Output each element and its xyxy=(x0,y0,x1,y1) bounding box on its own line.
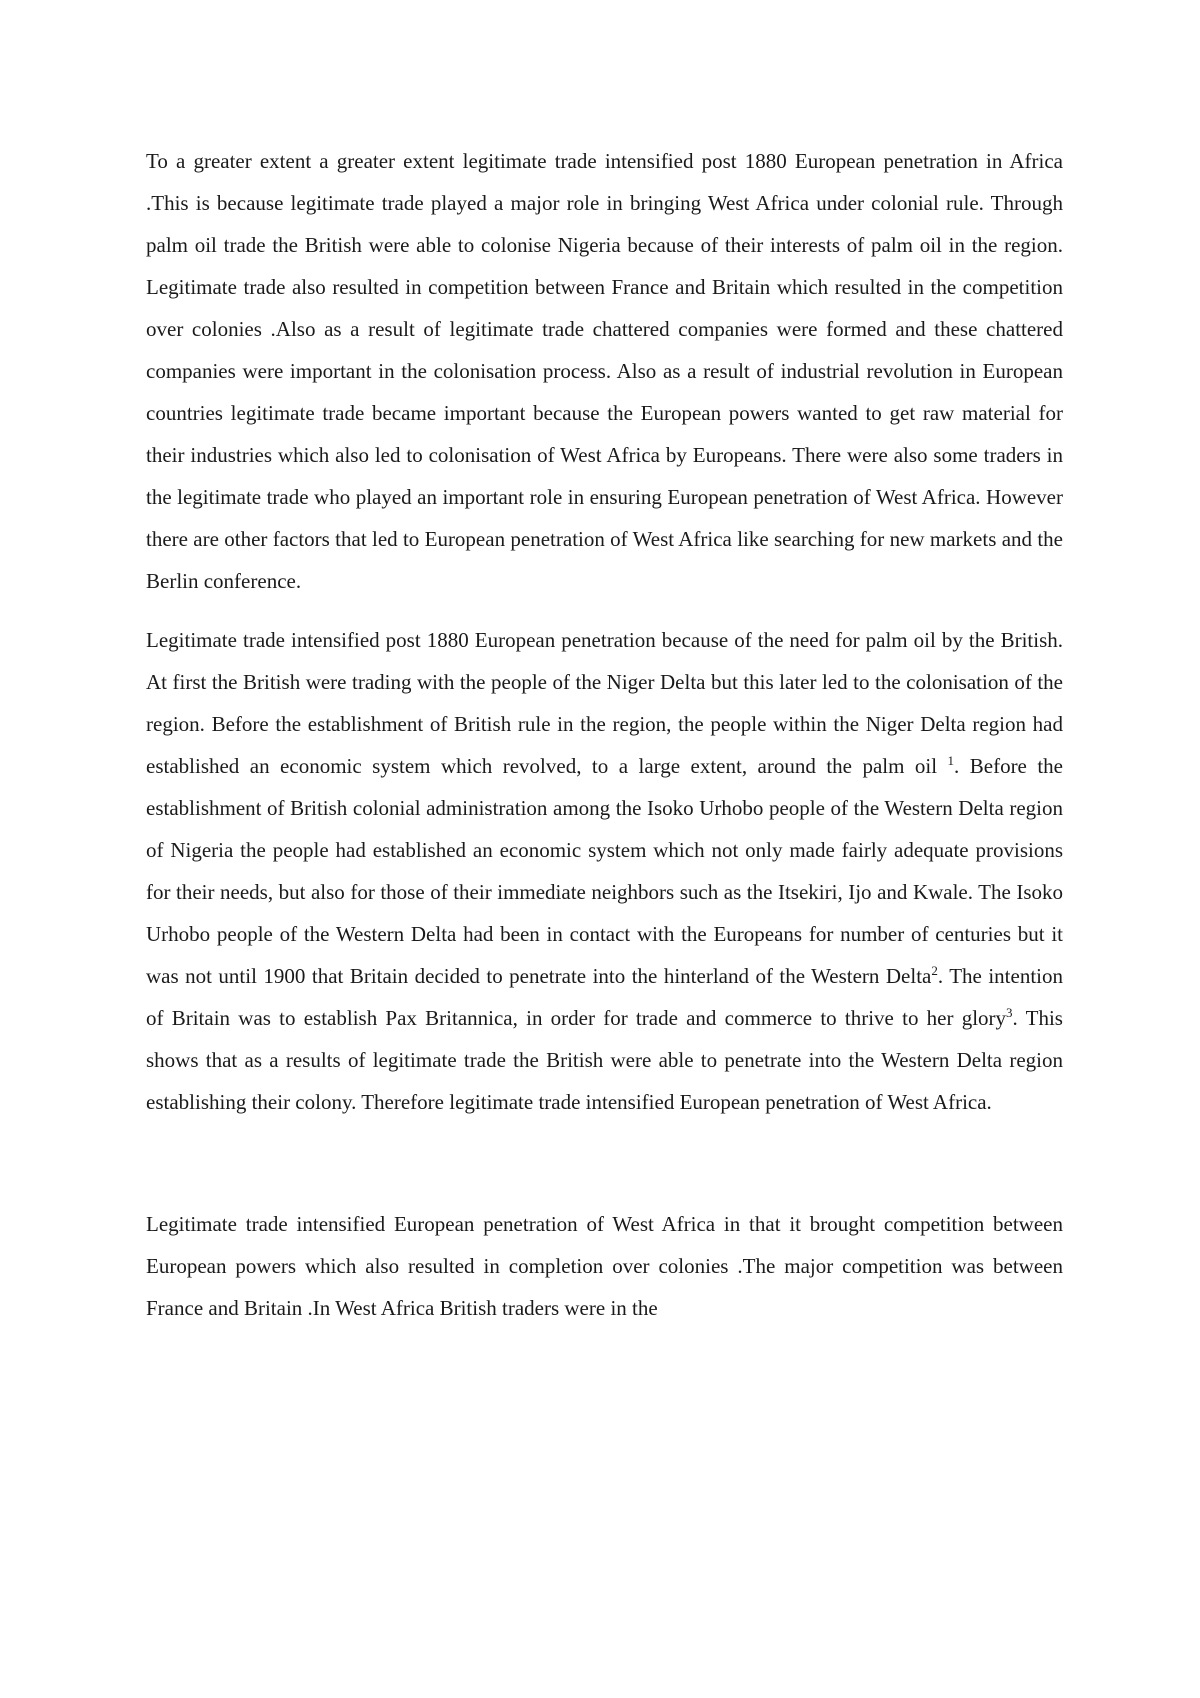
paragraph-competition-text: Legitimate trade intensified European penetration of West Africa in that it brought competition between European powers which also resulted in completion over colonies .The major competition was between France and Britain .In West Africa British traders were in the xyxy=(146,1212,1063,1320)
paragraph-palm-oil-text-2: . Before the establishment of British colonial administration among the Isoko Urhobo people of the Western Delta region of Nigeria the people had established an economic system which not only made fairly adequate provisions for their needs, but also for those of their immediate neighbors such as the Itsekiri, Ijo and Kwale. The Isoko Urhobo people of the Western Delta had been in contact with the Europeans for number of centuries but it was not until 1900 that Britain decided to penetrate into the hinterland of the Western Delta xyxy=(146,754,1063,988)
body-text xyxy=(146,140,1063,1329)
paragraph-palm-oil-text-1: Legitimate trade intensified post 1880 European penetration because of the need for palm oil by the British. At first the British were trading with the people of the Niger Delta but this later led to the colonisation of the region. Before the establishment of British rule in the region, the people within the Niger Delta region had established an economic system which revolved, to a large extent, around the palm oil xyxy=(146,628,1063,778)
footnote-mark-3[interactable]: 3 xyxy=(1006,1005,1013,1020)
paragraph-palm-oil xyxy=(146,619,1063,1123)
paragraph-competition xyxy=(146,1203,1063,1329)
paragraph-palm-oil-text-3: . The intention of Britain was to establish Pax Britannica, in order for trade and commerce to thrive to her glory xyxy=(146,964,1063,1030)
footnote-mark-1[interactable]: 1 xyxy=(947,753,955,768)
paragraph-intro-text: To a greater extent a greater extent legitimate trade intensified post 1880 European penetration in Africa .This is because legitimate trade played a major role in bringing West Africa under colonial rule. Through palm oil trade the British were able to colonise Nigeria because of their interests of palm oil in the region. Legitimate trade also resulted in competition between France and Britain which resulted in the competition over colonies .Also as a result of legitimate trade chattered companies were formed and these chattered companies were important in the colonisation process. Also as a result of industrial revolution in European countries legitimate trade became important because the European powers wanted to get raw material for their industries which also led to colonisation of West Africa by Europeans. There were also some traders in the legitimate trade who played an important role in ensuring European penetration of West Africa. However there are other factors that led to European penetration of West Africa like searching for new markets and the Berlin conference. xyxy=(146,149,1063,593)
footnote-mark-2[interactable]: 2 xyxy=(931,963,938,978)
paragraph-palm-oil-text-4: . This shows that as a results of legitimate trade the British were able to penetrate into the Western Delta region establishing their colony. Therefore legitimate trade intensified European penetration of West Africa. xyxy=(146,1006,1063,1114)
paragraph-intro xyxy=(146,140,1063,602)
